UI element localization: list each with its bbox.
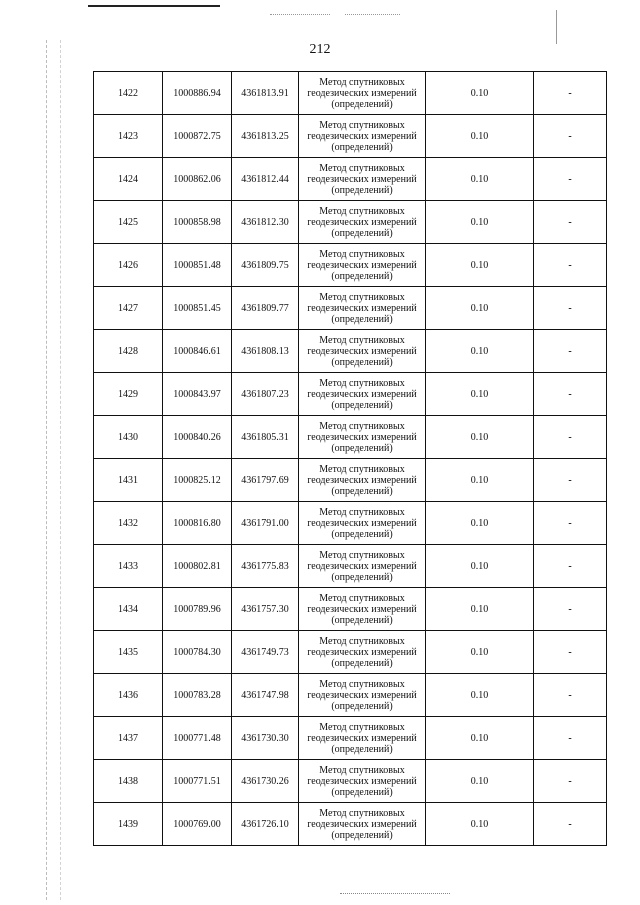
method-text-line: (определений): [331, 399, 393, 411]
accuracy-cell: 0.10: [426, 416, 534, 459]
accuracy-cell: 0.10: [426, 287, 534, 330]
method-text-line: (определений): [331, 528, 393, 540]
x-coordinate-cell: 1000840.26: [163, 416, 232, 459]
point-number-cell: 1425: [94, 201, 163, 244]
method-text-line: (определений): [331, 313, 393, 325]
point-number-cell: 1426: [94, 244, 163, 287]
x-coordinate-cell: 1000802.81: [163, 545, 232, 588]
accuracy-cell: 0.10: [426, 158, 534, 201]
scan-bottom-smudge: [340, 893, 450, 899]
method-text-line: геодезических измерений: [307, 560, 417, 572]
method-text-line: Метод спутниковых: [319, 807, 405, 819]
table-row: [94, 459, 607, 502]
method-cell: [299, 502, 426, 545]
table-row: [94, 631, 607, 674]
method-cell: [299, 201, 426, 244]
y-coordinate-cell: 4361775.83: [232, 545, 299, 588]
table-row: [94, 588, 607, 631]
method-text-line: геодезических измерений: [307, 603, 417, 615]
note-cell: -: [534, 244, 607, 287]
scan-smudge: [345, 6, 400, 15]
accuracy-cell: 0.10: [426, 545, 534, 588]
method-text-line: (определений): [331, 485, 393, 497]
method-text-line: (определений): [331, 700, 393, 712]
accuracy-cell: 0.10: [426, 244, 534, 287]
table-row: [94, 674, 607, 717]
method-text-line: геодезических измерений: [307, 388, 417, 400]
method-text-line: Метод спутниковых: [319, 420, 405, 432]
point-number-cell: 1430: [94, 416, 163, 459]
x-coordinate-cell: 1000825.12: [163, 459, 232, 502]
table-row: [94, 244, 607, 287]
method-text-line: геодезических измерений: [307, 173, 417, 185]
scan-smudge: [270, 6, 330, 15]
accuracy-cell: 0.10: [426, 588, 534, 631]
method-text-line: Метод спутниковых: [319, 678, 405, 690]
table-body: [94, 72, 607, 846]
note-cell: -: [534, 287, 607, 330]
method-text-line: геодезических измерений: [307, 517, 417, 529]
accuracy-cell: 0.10: [426, 373, 534, 416]
method-text-line: Метод спутниковых: [319, 291, 405, 303]
x-coordinate-cell: 1000784.30: [163, 631, 232, 674]
table-row: [94, 330, 607, 373]
method-text-line: геодезических измерений: [307, 474, 417, 486]
y-coordinate-cell: 4361813.91: [232, 72, 299, 115]
method-text-line: геодезических измерений: [307, 689, 417, 701]
point-number-cell: 1434: [94, 588, 163, 631]
method-text-line: Метод спутниковых: [319, 506, 405, 518]
note-cell: -: [534, 416, 607, 459]
method-text-line: Метод спутниковых: [319, 76, 405, 88]
method-cell: [299, 545, 426, 588]
method-cell: [299, 330, 426, 373]
point-number-cell: 1427: [94, 287, 163, 330]
x-coordinate-cell: 1000851.48: [163, 244, 232, 287]
method-text-line: геодезических измерений: [307, 345, 417, 357]
note-cell: -: [534, 459, 607, 502]
method-text-line: геодезических измерений: [307, 87, 417, 99]
y-coordinate-cell: 4361730.26: [232, 760, 299, 803]
method-text-line: геодезических измерений: [307, 130, 417, 142]
y-coordinate-cell: 4361749.73: [232, 631, 299, 674]
method-text-line: геодезических измерений: [307, 646, 417, 658]
table-row: [94, 502, 607, 545]
method-text-line: геодезических измерений: [307, 775, 417, 787]
method-text-line: (определений): [331, 356, 393, 368]
note-cell: -: [534, 158, 607, 201]
point-number-cell: 1433: [94, 545, 163, 588]
y-coordinate-cell: 4361805.31: [232, 416, 299, 459]
method-text-line: Метод спутниковых: [319, 377, 405, 389]
x-coordinate-cell: 1000816.80: [163, 502, 232, 545]
x-coordinate-cell: 1000789.96: [163, 588, 232, 631]
point-number-cell: 1424: [94, 158, 163, 201]
x-coordinate-cell: 1000858.98: [163, 201, 232, 244]
accuracy-cell: 0.10: [426, 502, 534, 545]
accuracy-cell: 0.10: [426, 115, 534, 158]
scan-margin-mark: [556, 10, 557, 44]
y-coordinate-cell: 4361797.69: [232, 459, 299, 502]
table-row: [94, 373, 607, 416]
point-number-cell: 1422: [94, 72, 163, 115]
y-coordinate-cell: 4361747.98: [232, 674, 299, 717]
method-cell: [299, 115, 426, 158]
point-number-cell: 1431: [94, 459, 163, 502]
x-coordinate-cell: 1000886.94: [163, 72, 232, 115]
method-text-line: Метод спутниковых: [319, 334, 405, 346]
method-text-line: Метод спутниковых: [319, 635, 405, 647]
note-cell: -: [534, 373, 607, 416]
method-text-line: (определений): [331, 141, 393, 153]
method-cell: [299, 158, 426, 201]
method-cell: [299, 287, 426, 330]
table-row: [94, 760, 607, 803]
point-number-cell: 1436: [94, 674, 163, 717]
method-text-line: (определений): [331, 657, 393, 669]
note-cell: -: [534, 631, 607, 674]
point-number-cell: 1432: [94, 502, 163, 545]
method-cell: [299, 416, 426, 459]
y-coordinate-cell: 4361730.30: [232, 717, 299, 760]
note-cell: -: [534, 330, 607, 373]
point-number-cell: 1423: [94, 115, 163, 158]
y-coordinate-cell: 4361812.30: [232, 201, 299, 244]
method-text-line: (определений): [331, 743, 393, 755]
x-coordinate-cell: 1000862.06: [163, 158, 232, 201]
note-cell: -: [534, 115, 607, 158]
page-number: 212: [309, 42, 331, 57]
y-coordinate-cell: 4361809.75: [232, 244, 299, 287]
method-text-line: геодезических измерений: [307, 216, 417, 228]
method-cell: [299, 72, 426, 115]
note-cell: -: [534, 674, 607, 717]
table-row: [94, 717, 607, 760]
y-coordinate-cell: 4361807.23: [232, 373, 299, 416]
accuracy-cell: 0.10: [426, 760, 534, 803]
point-number-cell: 1437: [94, 717, 163, 760]
method-text-line: геодезических измерений: [307, 259, 417, 271]
method-cell: [299, 760, 426, 803]
x-coordinate-cell: 1000771.48: [163, 717, 232, 760]
point-number-cell: 1438: [94, 760, 163, 803]
scan-margin-line: [46, 40, 48, 900]
y-coordinate-cell: 4361791.00: [232, 502, 299, 545]
method-cell: [299, 803, 426, 846]
accuracy-cell: 0.10: [426, 803, 534, 846]
x-coordinate-cell: 1000846.61: [163, 330, 232, 373]
method-text-line: (определений): [331, 184, 393, 196]
point-number-cell: 1435: [94, 631, 163, 674]
method-text-line: Метод спутниковых: [319, 119, 405, 131]
note-cell: -: [534, 588, 607, 631]
accuracy-cell: 0.10: [426, 459, 534, 502]
accuracy-cell: 0.10: [426, 717, 534, 760]
point-number-cell: 1439: [94, 803, 163, 846]
method-text-line: Метод спутниковых: [319, 205, 405, 217]
method-text-line: (определений): [331, 829, 393, 841]
method-text-line: (определений): [331, 442, 393, 454]
y-coordinate-cell: 4361813.25: [232, 115, 299, 158]
scan-top-rule: [88, 5, 220, 7]
table-row: [94, 803, 607, 846]
table-row: [94, 158, 607, 201]
method-text-line: Метод спутниковых: [319, 549, 405, 561]
method-text-line: (определений): [331, 270, 393, 282]
method-cell: [299, 717, 426, 760]
x-coordinate-cell: 1000872.75: [163, 115, 232, 158]
method-text-line: геодезических измерений: [307, 818, 417, 830]
method-text-line: (определений): [331, 786, 393, 798]
method-text-line: геодезических измерений: [307, 431, 417, 443]
coordinates-table: [93, 71, 607, 846]
x-coordinate-cell: 1000843.97: [163, 373, 232, 416]
method-text-line: Метод спутниковых: [319, 162, 405, 174]
method-cell: [299, 631, 426, 674]
method-cell: [299, 373, 426, 416]
table-row: [94, 545, 607, 588]
note-cell: -: [534, 201, 607, 244]
point-number-cell: 1429: [94, 373, 163, 416]
y-coordinate-cell: 4361726.10: [232, 803, 299, 846]
method-text-line: Метод спутниковых: [319, 592, 405, 604]
table-row: [94, 287, 607, 330]
note-cell: -: [534, 72, 607, 115]
method-text-line: (определений): [331, 571, 393, 583]
accuracy-cell: 0.10: [426, 674, 534, 717]
method-text-line: (определений): [331, 227, 393, 239]
method-text-line: (определений): [331, 98, 393, 110]
method-text-line: геодезических измерений: [307, 302, 417, 314]
method-cell: [299, 674, 426, 717]
accuracy-cell: 0.10: [426, 631, 534, 674]
y-coordinate-cell: 4361812.44: [232, 158, 299, 201]
accuracy-cell: 0.10: [426, 201, 534, 244]
note-cell: -: [534, 502, 607, 545]
table-row: [94, 201, 607, 244]
method-text-line: Метод спутниковых: [319, 463, 405, 475]
method-cell: [299, 588, 426, 631]
x-coordinate-cell: 1000769.00: [163, 803, 232, 846]
method-text-line: Метод спутниковых: [319, 721, 405, 733]
method-text-line: Метод спутниковых: [319, 764, 405, 776]
table-row: [94, 416, 607, 459]
method-text-line: (определений): [331, 614, 393, 626]
y-coordinate-cell: 4361757.30: [232, 588, 299, 631]
method-text-line: геодезических измерений: [307, 732, 417, 744]
method-cell: [299, 459, 426, 502]
note-cell: -: [534, 545, 607, 588]
x-coordinate-cell: 1000783.28: [163, 674, 232, 717]
y-coordinate-cell: 4361809.77: [232, 287, 299, 330]
note-cell: -: [534, 803, 607, 846]
method-text-line: Метод спутниковых: [319, 248, 405, 260]
accuracy-cell: 0.10: [426, 72, 534, 115]
accuracy-cell: 0.10: [426, 330, 534, 373]
scan-margin-line: [60, 40, 62, 900]
method-cell: [299, 244, 426, 287]
point-number-cell: 1428: [94, 330, 163, 373]
table-row: [94, 72, 607, 115]
x-coordinate-cell: 1000851.45: [163, 287, 232, 330]
y-coordinate-cell: 4361808.13: [232, 330, 299, 373]
note-cell: -: [534, 717, 607, 760]
x-coordinate-cell: 1000771.51: [163, 760, 232, 803]
table-row: [94, 115, 607, 158]
note-cell: -: [534, 760, 607, 803]
